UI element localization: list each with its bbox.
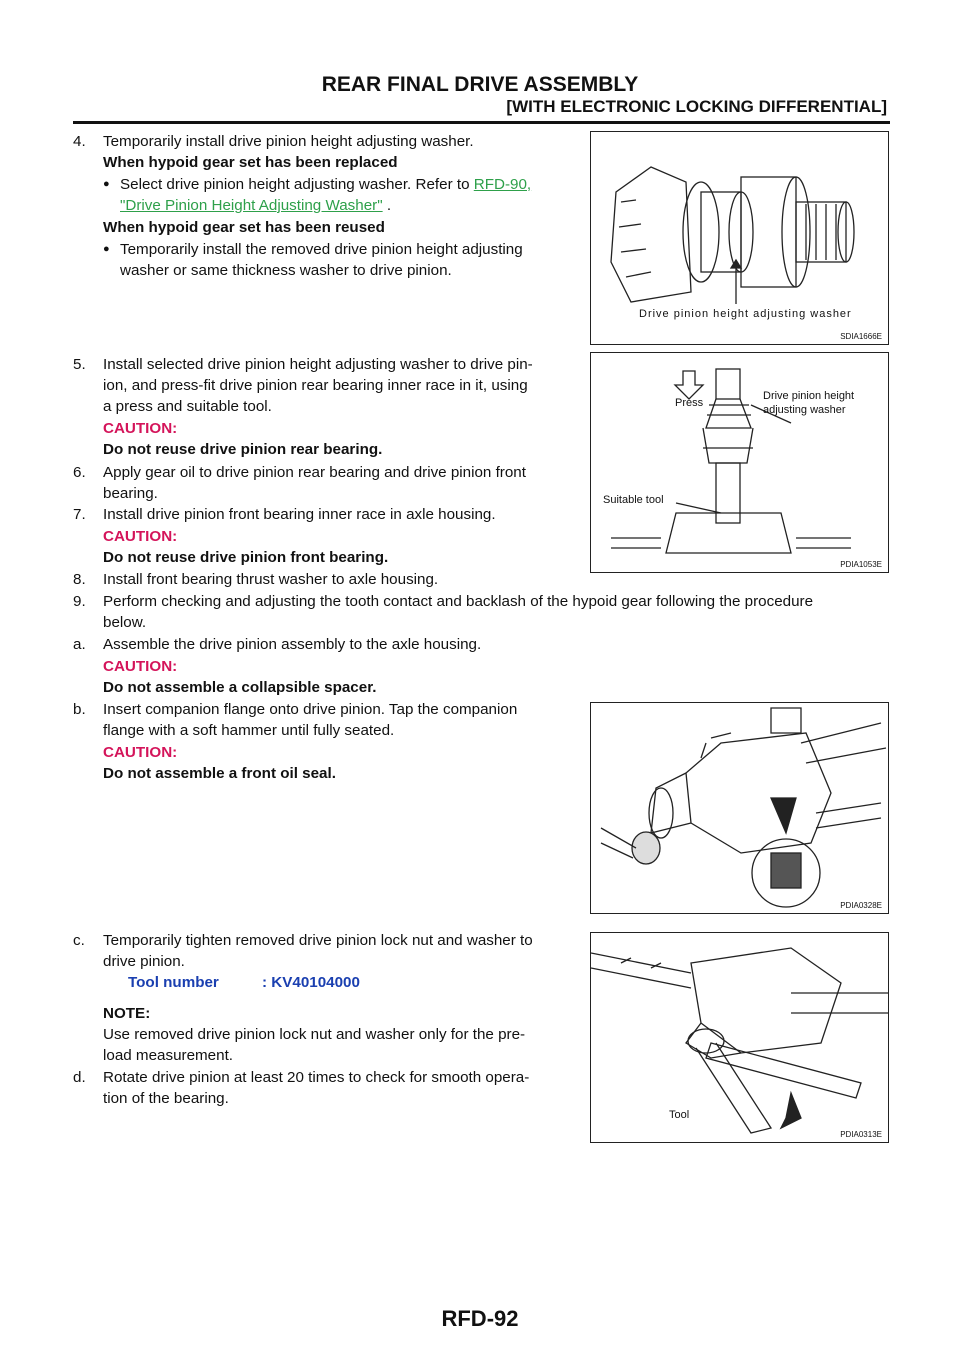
- figure-1-code: SDIA1666E: [840, 332, 882, 341]
- figure-4-code: PDIA0313E: [840, 1130, 882, 1139]
- step-b-number: b.: [73, 701, 86, 718]
- step-5-line1: Install selected drive pinion height adjusting washer to drive pin-: [103, 356, 533, 373]
- step-8-text: Install front bearing thrust washer to axle housing.: [103, 571, 439, 588]
- step-9-line1: Perform checking and adjusting the tooth contact and backlash of the hypoid gear following the procedure: [103, 593, 814, 610]
- step-4-text: Temporarily install drive pinion height adjusting washer.: [103, 133, 474, 150]
- figure-2-label-washer-2: adjusting washer: [763, 404, 846, 416]
- figure-companion-flange: [590, 702, 889, 914]
- step-6-line1: Apply gear oil to drive pinion rear bearing and drive pinion front: [103, 464, 526, 481]
- step-b-line1: Insert companion flange onto drive pinion. Tap the companion: [103, 701, 518, 718]
- press-drawing-icon: [591, 353, 888, 572]
- step-b-line2: flange with a soft hammer until fully seated.: [103, 722, 395, 739]
- page-subtitle: [WITH ELECTRONIC LOCKING DIFFERENTIAL]: [506, 97, 887, 116]
- step-c-note-line1: Use removed drive pinion lock nut and washer only for the pre-: [103, 1026, 526, 1043]
- step-6-number: 6.: [73, 464, 86, 481]
- step-4-sub1-heading: When hypoid gear set has been replaced: [103, 154, 398, 171]
- step-d-number: d.: [73, 1069, 86, 1086]
- figure-drive-pinion-washer: [590, 131, 889, 345]
- step-b-caution-text: Do not assemble a front oil seal.: [103, 765, 336, 782]
- step-4-number: 4.: [73, 133, 86, 150]
- ref-link-washer[interactable]: "Drive Pinion Height Adjusting Washer": [120, 197, 383, 214]
- figure-2-code: PDIA1053E: [840, 560, 882, 569]
- tool-number-label: Tool number: [128, 974, 219, 991]
- step-5-line2: ion, and press-fit drive pinion rear bearing inner race in it, using: [103, 377, 528, 394]
- step-4-sub1-bullet: Select drive pinion height adjusting washer. Refer to RFD-90,: [120, 176, 532, 193]
- step-9-line2: below.: [103, 614, 147, 631]
- step-4-sub2-line1: Temporarily install the removed drive pinion height adjusting: [120, 241, 523, 258]
- figure-3-code: PDIA0328E: [840, 901, 882, 910]
- step-c-line1: Temporarily tighten removed drive pinion lock nut and washer to: [103, 932, 533, 949]
- figure-2-label-tool: Suitable tool: [603, 494, 664, 506]
- tool-drawing-icon: [591, 933, 888, 1142]
- step-c-line2: drive pinion.: [103, 953, 185, 970]
- step-c-note-label: NOTE:: [103, 1005, 151, 1022]
- step-5-caution-label: CAUTION:: [103, 420, 178, 437]
- page-number: RFD-92: [441, 1306, 519, 1331]
- step-4-sub2-line2: washer or same thickness washer to drive pinion.: [120, 262, 452, 279]
- figure-4-label-tool: Tool: [669, 1109, 690, 1121]
- figure-press-install: [590, 352, 889, 573]
- step-4-sub2-heading: When hypoid gear set has been reused: [103, 219, 385, 236]
- step-b-caution-label: CAUTION:: [103, 744, 178, 761]
- step-7-caution-text: Do not reuse drive pinion front bearing.: [103, 549, 389, 566]
- step-7-number: 7.: [73, 506, 86, 523]
- page-title: REAR FINAL DRIVE ASSEMBLY: [321, 73, 639, 96]
- step-9-number: 9.: [73, 593, 86, 610]
- step-a-text: Assemble the drive pinion assembly to the axle housing.: [103, 636, 482, 653]
- step-6-line2: bearing.: [103, 485, 158, 502]
- step-c-number: c.: [73, 932, 85, 949]
- step-8-number: 8.: [73, 571, 86, 588]
- step-c-note-line2: load measurement.: [103, 1047, 234, 1064]
- figure-1-label: Drive pinion height adjusting washer: [639, 308, 852, 320]
- step-5-number: 5.: [73, 356, 86, 373]
- step-5-caution-text: Do not reuse drive pinion rear bearing.: [103, 441, 383, 458]
- step-5-line3: a press and suitable tool.: [103, 398, 272, 415]
- step-d-line2: tion of the bearing.: [103, 1090, 229, 1107]
- header-rule: [73, 121, 890, 124]
- step-a-number: a.: [73, 636, 86, 653]
- step-a-caution-label: CAUTION:: [103, 658, 178, 675]
- step-7-text: Install drive pinion front bearing inner race in axle housing.: [103, 506, 496, 523]
- step-4-sub1-link-line: "Drive Pinion Height Adjusting Washer" .: [120, 197, 392, 214]
- bullet-icon: ●: [103, 178, 110, 190]
- axle-housing-drawing-icon: [591, 703, 888, 913]
- step-d-line1: Rotate drive pinion at least 20 times to check for smooth opera-: [103, 1069, 530, 1086]
- bullet-icon: ●: [103, 243, 110, 255]
- ref-link-rfd90[interactable]: RFD-90,: [473, 176, 532, 193]
- step-7-caution-label: CAUTION:: [103, 528, 178, 545]
- step-a-caution-text: Do not assemble a collapsible spacer.: [103, 679, 377, 696]
- figure-2-label-press: Press: [675, 397, 704, 409]
- figure-2-label-washer-1: Drive pinion height: [763, 390, 855, 402]
- tool-number-value: : KV40104000: [262, 974, 360, 991]
- figure-tool-rotate: [590, 932, 889, 1143]
